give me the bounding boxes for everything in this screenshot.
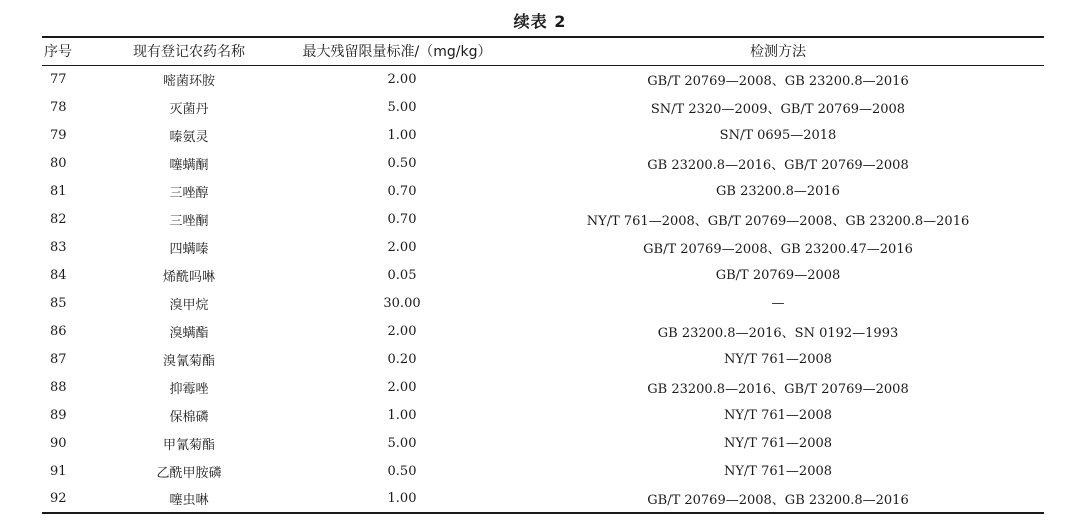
table-row [42, 233, 1044, 261]
cell-pesticide-name: 噻螨酮 [169, 157, 209, 173]
cell-detection-method: NY/T 761—2008 [723, 435, 833, 451]
cell-serial-number: 80 [50, 155, 67, 171]
cell-pesticide-name: 嘧菌环胺 [162, 73, 215, 89]
cell-max-residue-limit: 1.00 [387, 491, 417, 506]
cell-serial-number: 81 [50, 183, 67, 199]
cell-pesticide-name: 烯酰吗啉 [162, 269, 215, 285]
cell-detection-method: GB/T 20769—2008、GB 23200.8—2016 [647, 73, 909, 89]
table-row [42, 177, 1044, 205]
cell-pesticide-name: 噻虫啉 [169, 493, 209, 508]
table-row [42, 121, 1044, 149]
cell-pesticide-name: 溴氰菊酯 [162, 353, 215, 369]
cell-detection-method: SN/T 2320—2009、GB/T 20769—2008 [650, 101, 906, 117]
table-header-row [42, 37, 1044, 65]
cell-pesticide-name: 保棉磷 [169, 409, 209, 425]
cell-detection-method: NY/T 761—2008、GB/T 20769—2008、GB 23200.8—2016 [586, 213, 970, 229]
cell-pesticide-name: 甲氰菊酯 [162, 437, 215, 453]
cell-max-residue-limit: 2.00 [387, 239, 417, 255]
table-row [42, 149, 1044, 177]
cell-max-residue-limit: 0.70 [387, 211, 417, 227]
cell-pesticide-name: 三唑醇 [169, 185, 209, 201]
cell-max-residue-limit: 5.00 [387, 99, 417, 115]
cell-max-residue-limit: 0.50 [387, 155, 417, 171]
cell-max-residue-limit: 0.05 [387, 267, 417, 283]
cell-serial-number: 89 [50, 407, 67, 423]
cell-pesticide-name: 溴螨酯 [169, 325, 209, 341]
table-row [42, 429, 1044, 457]
table-caption: 续表 2 [513, 12, 567, 31]
header-detection-method: 检测方法 [750, 44, 806, 61]
table-row [42, 289, 1044, 317]
cell-max-residue-limit: 0.50 [387, 463, 417, 479]
cell-pesticide-name: 乙酰甲胺磷 [156, 465, 222, 481]
cell-serial-number: 90 [50, 435, 67, 451]
table-container [42, 36, 1044, 514]
cell-pesticide-name: 四螨嗪 [169, 241, 209, 257]
table-body [42, 65, 1044, 513]
cell-max-residue-limit: 1.00 [387, 127, 417, 143]
cell-serial-number: 77 [50, 71, 67, 87]
cell-detection-method: GB/T 20769—2008 [715, 267, 841, 283]
cell-pesticide-name: 溴甲烷 [169, 297, 209, 313]
header-max-residue-limit: 最大残留限量标准/（mg/kg） [302, 44, 492, 61]
cell-detection-method: GB 23200.8—2016 [716, 183, 840, 199]
table-row [42, 317, 1044, 345]
table-header [42, 37, 1044, 65]
cell-detection-method: GB 23200.8—2016、GB/T 20769—2008 [647, 381, 909, 397]
table-row [42, 65, 1044, 93]
cell-detection-method: GB 23200.8—2016、GB/T 20769—2008 [647, 157, 909, 173]
cell-serial-number: 87 [50, 351, 67, 367]
table-row [42, 345, 1044, 373]
cell-serial-number: 85 [50, 295, 67, 311]
cell-serial-number: 78 [50, 99, 67, 115]
cell-detection-method: NY/T 761—2008 [723, 407, 833, 423]
cell-serial-number: 84 [50, 267, 67, 283]
cell-detection-method: GB 23200.8—2016、SN 0192—1993 [657, 325, 899, 341]
pesticide-residue-table [42, 36, 1044, 514]
cell-pesticide-name: 灭菌丹 [169, 101, 209, 117]
header-pesticide-name: 现有登记农药名称 [133, 44, 245, 61]
table-row [42, 457, 1044, 485]
cell-max-residue-limit: 1.00 [387, 407, 417, 423]
cell-max-residue-limit: 0.70 [387, 183, 417, 199]
table-row [42, 261, 1044, 289]
cell-max-residue-limit: 30.00 [383, 295, 421, 311]
cell-detection-method: GB/T 20769—2008、GB 23200.8—2016 [647, 493, 909, 508]
cell-serial-number: 86 [50, 323, 67, 339]
cell-serial-number: 91 [50, 463, 67, 479]
cell-serial-number: 83 [50, 239, 67, 255]
cell-detection-method: GB/T 20769—2008、GB 23200.47—2016 [643, 241, 913, 257]
header-serial-number: 序号 [44, 44, 72, 61]
cell-max-residue-limit: 2.00 [387, 379, 417, 395]
cell-pesticide-name: 嗪氨灵 [169, 129, 209, 145]
table-row [42, 401, 1044, 429]
cell-pesticide-name: 三唑酮 [169, 213, 209, 229]
table-row [42, 205, 1044, 233]
cell-detection-method: — [771, 295, 785, 311]
cell-max-residue-limit: 5.00 [387, 435, 417, 451]
cell-pesticide-name: 抑霉唑 [169, 381, 209, 397]
cell-detection-method: NY/T 761—2008 [723, 351, 833, 367]
cell-max-residue-limit: 2.00 [387, 323, 417, 339]
cell-serial-number: 82 [50, 211, 67, 227]
cell-serial-number: 92 [50, 491, 67, 506]
cell-detection-method: SN/T 0695—2018 [719, 127, 837, 143]
table-row [42, 93, 1044, 121]
cell-serial-number: 79 [50, 127, 67, 143]
cell-serial-number: 88 [50, 379, 67, 395]
cell-max-residue-limit: 0.20 [387, 351, 417, 367]
table-row [42, 485, 1044, 513]
cell-max-residue-limit: 2.00 [387, 71, 417, 87]
cell-detection-method: NY/T 761—2008 [723, 463, 833, 479]
table-row [42, 373, 1044, 401]
